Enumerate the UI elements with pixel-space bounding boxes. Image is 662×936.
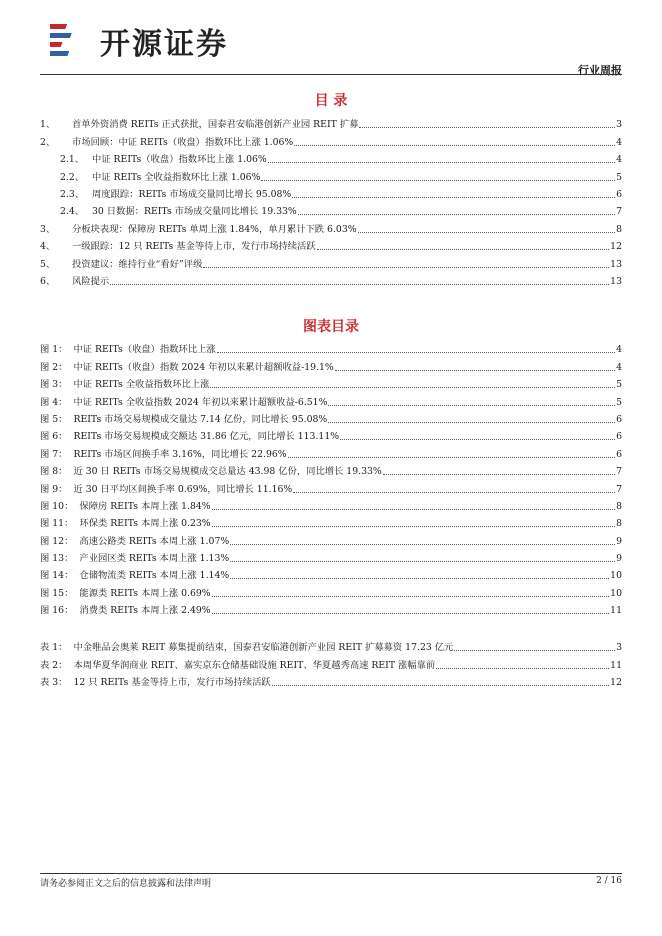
leader-dots — [217, 352, 615, 353]
toc-entry[interactable] — [40, 547, 622, 564]
leader-dots — [210, 387, 615, 388]
entry-text: 周度跟踪：REITs 市场成交量同比增长 95.08% — [92, 188, 292, 200]
toc-entry[interactable] — [40, 653, 622, 670]
entry-text: 风险提示 — [72, 275, 110, 287]
entry-text: 本周华夏华润商业 REIT、嘉实京东仓储基础设施 REIT、华夏越秀高速 REIT 涨幅靠前 — [73, 659, 436, 671]
toc-entry[interactable] — [40, 564, 622, 581]
report-type-label: 行业周报 — [578, 64, 622, 77]
entry-text: 高速公路类 REITs 本周上涨 1.07% — [79, 535, 230, 547]
leader-dots — [212, 509, 615, 510]
entry-page-number: 3 — [616, 642, 622, 654]
entry-label — [40, 501, 211, 512]
entry-page-number: 7 — [616, 483, 622, 495]
toc-entry[interactable] — [40, 373, 622, 390]
entry-text: 市场回顾：中证 REITs（收盘）指数环比上涨 1.06% — [72, 136, 294, 148]
entry-text: 近 30 日 REITs 市场交易规模成交总量达 43.98 亿份，同比增长 19.33% — [73, 466, 382, 478]
leader-dots — [317, 249, 609, 250]
tables-list — [40, 636, 622, 688]
entry-page-number: 8 — [616, 518, 622, 530]
entry-text: 30 日数据：REITs 市场成交量同比增长 19.33% — [92, 206, 297, 218]
entry-text: 保障房 REITs 本周上涨 1.84% — [79, 500, 211, 512]
toc-entry[interactable] — [40, 217, 622, 234]
entry-number: 图 12： — [40, 535, 74, 547]
entry-text: 12 只 REITs 基金等待上市，发行市场持续活跃 — [73, 677, 271, 689]
toc-entry[interactable] — [40, 390, 622, 407]
toc-entry[interactable] — [40, 581, 622, 598]
entry-label — [40, 431, 339, 442]
entry-number: 6、 — [40, 275, 56, 287]
entry-number: 3、 — [40, 223, 56, 235]
toc-list — [40, 113, 622, 287]
entry-label — [40, 379, 209, 390]
leader-dots — [288, 457, 615, 458]
toc-entry[interactable] — [40, 183, 622, 200]
entry-number: 1、 — [40, 119, 56, 131]
entry-number: 图 6： — [40, 431, 68, 443]
company-logo — [50, 16, 250, 60]
entry-label — [40, 588, 211, 599]
entry-number: 图 11： — [40, 518, 74, 530]
leader-dots — [294, 145, 615, 146]
toc-entry[interactable] — [40, 425, 622, 442]
entry-page-number: 13 — [610, 275, 622, 287]
entry-number: 图 5： — [40, 413, 68, 425]
logo-mark-icon — [50, 16, 94, 60]
entry-label — [40, 570, 229, 581]
page-indicator: 2 / 16 — [596, 876, 622, 886]
toc-entry[interactable] — [40, 130, 622, 147]
entry-number: 图 10： — [40, 500, 74, 512]
toc-entry[interactable] — [40, 671, 622, 688]
toc-entry[interactable] — [40, 442, 622, 459]
entry-page-number: 4 — [616, 361, 622, 373]
entry-label — [40, 536, 229, 547]
leader-dots — [454, 650, 615, 651]
toc-entry[interactable] — [40, 355, 622, 372]
entry-number: 图 1： — [40, 344, 68, 356]
leader-dots — [328, 422, 615, 423]
leader-dots — [358, 232, 615, 233]
entry-number: 图 7： — [40, 448, 68, 460]
leader-dots — [268, 162, 615, 163]
entry-label — [40, 154, 267, 165]
leader-dots — [230, 578, 609, 579]
toc-entry[interactable] — [40, 165, 622, 182]
entry-text: 中证 REITs（收盘）指数环比上涨 1.06% — [92, 154, 267, 166]
leader-dots — [335, 370, 615, 371]
entry-page-number: 10 — [610, 587, 622, 599]
logo-text: 开源证券 — [100, 27, 228, 62]
entry-label — [40, 259, 202, 270]
entry-text: REITs 市场交易规模成交额达 31.86 亿元，同比增长 113.11% — [73, 431, 340, 443]
entry-label — [40, 414, 327, 425]
leader-dots — [230, 561, 615, 562]
leader-dots — [328, 405, 615, 406]
entry-text: 仓储物流类 REITs 本周上涨 1.14% — [79, 570, 230, 582]
entry-text: 环保类 REITs 本周上涨 0.23% — [79, 518, 211, 530]
toc-entry[interactable] — [40, 477, 622, 494]
entry-page-number: 6 — [616, 431, 622, 443]
entry-number: 表 1： — [40, 642, 68, 654]
entry-number: 2.3、 — [60, 188, 85, 200]
entry-label — [40, 642, 453, 653]
leader-dots — [292, 197, 615, 198]
toc-entry[interactable] — [40, 235, 622, 252]
entry-number: 2.1、 — [60, 154, 85, 166]
leader-dots — [359, 127, 615, 128]
entry-number: 2.2、 — [60, 171, 85, 183]
toc-entry[interactable] — [40, 636, 622, 653]
entry-label — [40, 206, 297, 217]
entry-page-number: 12 — [610, 677, 622, 689]
leader-dots — [203, 267, 609, 268]
entry-label — [40, 449, 287, 460]
toc-entry[interactable] — [40, 460, 622, 477]
leader-dots — [212, 526, 615, 527]
entry-page-number: 6 — [616, 413, 622, 425]
entry-label — [40, 553, 229, 564]
entry-text: 产业园区类 REITs 本周上涨 1.13% — [79, 553, 230, 565]
entry-page-number: 5 — [616, 171, 622, 183]
entry-label — [40, 241, 316, 252]
entry-page-number: 8 — [616, 223, 622, 235]
entry-number: 图 16： — [40, 605, 74, 617]
toc-entry[interactable] — [40, 148, 622, 165]
entry-label — [40, 137, 293, 148]
entry-number: 图 14： — [40, 570, 74, 582]
toc-entry[interactable] — [40, 495, 622, 512]
entry-page-number: 9 — [616, 535, 622, 547]
entry-text: 分板块表现：保障房 REITs 单周上涨 1.84%，单月累计下跌 6.03% — [72, 223, 357, 235]
leader-dots — [212, 613, 610, 614]
toc-title: 目 录 — [314, 93, 348, 109]
entry-page-number: 6 — [616, 188, 622, 200]
leader-dots — [293, 492, 615, 493]
entry-page-number: 8 — [616, 500, 622, 512]
entry-number: 图 3： — [40, 379, 68, 391]
entry-label — [40, 397, 327, 408]
entry-number: 图 8： — [40, 466, 68, 478]
entry-label — [40, 466, 382, 477]
entry-text: 能源类 REITs 本周上涨 0.69% — [79, 587, 211, 599]
figures-list — [40, 338, 622, 616]
entry-text: 投资建议：维持行业“看好”评级 — [72, 258, 203, 270]
entry-label — [40, 677, 271, 688]
toc-entry[interactable] — [40, 270, 622, 287]
entry-number: 表 2： — [40, 659, 68, 671]
entry-page-number: 10 — [610, 570, 622, 582]
entry-page-number: 5 — [616, 379, 622, 391]
entry-label — [40, 605, 211, 616]
leader-dots — [298, 214, 615, 215]
entry-number: 图 9： — [40, 483, 68, 495]
toc-entry[interactable] — [40, 113, 622, 130]
toc-entry[interactable] — [40, 338, 622, 355]
entry-page-number: 4 — [616, 136, 622, 148]
leader-dots — [436, 668, 609, 669]
entry-label — [40, 189, 291, 200]
entry-label — [40, 276, 109, 287]
entry-text: 中证 REITs 全收益指数 2024 年初以来累计超额收益-6.51% — [73, 396, 328, 408]
toc-entry[interactable] — [40, 599, 622, 616]
entry-label — [40, 172, 260, 183]
leader-dots — [272, 685, 609, 686]
entry-text: 近 30 日平均区间换手率 0.69%，同比增长 11.16% — [73, 483, 293, 495]
entry-page-number: 3 — [616, 119, 622, 131]
entry-label — [40, 224, 357, 235]
entry-page-number: 6 — [616, 448, 622, 460]
toc-entry[interactable] — [40, 252, 622, 269]
leader-dots — [383, 474, 615, 475]
figures-title: 图表目录 — [303, 319, 359, 335]
entry-text: 中证 REITs 全收益指数环比上涨 — [73, 379, 210, 391]
toc-entry[interactable] — [40, 200, 622, 217]
entry-label — [40, 119, 358, 130]
entry-page-number: 5 — [616, 396, 622, 408]
entry-page-number: 4 — [616, 344, 622, 356]
entry-number: 2、 — [40, 136, 56, 148]
entry-text: 首单外资消费 REITs 正式获批，国泰君安临港创新产业园 REIT 扩募 — [72, 119, 359, 131]
entry-page-number: 7 — [616, 206, 622, 218]
entry-number: 图 4： — [40, 396, 68, 408]
entry-label — [40, 344, 216, 355]
entry-page-number: 11 — [610, 659, 622, 671]
entry-label — [40, 484, 292, 495]
entry-page-number: 7 — [616, 466, 622, 478]
leader-dots — [212, 596, 610, 597]
leader-dots — [230, 544, 615, 545]
entry-number: 图 2： — [40, 361, 68, 373]
entry-page-number: 12 — [610, 241, 622, 253]
footer-disclaimer: 请务必参阅正文之后的信息披露和法律声明 — [40, 879, 212, 889]
entry-text: 中金唯品会奥莱 REIT 募集提前结束，国泰君安临港创新产业园 REIT 扩募募资 17.23 亿元 — [73, 642, 454, 654]
entry-page-number: 9 — [616, 553, 622, 565]
entry-number: 表 3： — [40, 677, 68, 689]
entry-text: 中证 REITs（收盘）指数 2024 年初以来累计超额收益-19.1% — [73, 361, 334, 373]
entry-label — [40, 518, 211, 529]
entry-text: 消费类 REITs 本周上涨 2.49% — [79, 605, 211, 617]
entry-text: 一级跟踪：12 只 REITs 基金等待上市，发行市场持续活跃 — [72, 241, 316, 253]
entry-page-number: 13 — [610, 258, 622, 270]
entry-text: 中证 REITs（收盘）指数环比上涨 — [73, 344, 216, 356]
entry-number: 图 13： — [40, 553, 74, 565]
toc-entry[interactable] — [40, 512, 622, 529]
leader-dots — [110, 284, 609, 285]
entry-number: 5、 — [40, 258, 56, 270]
toc-entry[interactable] — [40, 408, 622, 425]
leader-dots — [261, 180, 615, 181]
entry-text: REITs 市场交易规模成交量达 7.14 亿份，同比增长 95.08% — [73, 413, 328, 425]
entry-label — [40, 660, 435, 671]
entry-label — [40, 362, 334, 373]
entry-number: 图 15： — [40, 587, 74, 599]
toc-entry[interactable] — [40, 529, 622, 546]
entry-page-number: 4 — [616, 154, 622, 166]
entry-page-number: 11 — [610, 605, 622, 617]
footer-divider — [40, 873, 622, 874]
header-divider — [40, 74, 622, 75]
entry-text: REITs 市场区间换手率 3.16%，同比增长 22.96% — [73, 448, 287, 460]
entry-text: 中证 REITs 全收益指数环比上涨 1.06% — [92, 171, 261, 183]
entry-number: 4、 — [40, 241, 56, 253]
entry-number: 2.4、 — [60, 206, 85, 218]
leader-dots — [340, 439, 615, 440]
